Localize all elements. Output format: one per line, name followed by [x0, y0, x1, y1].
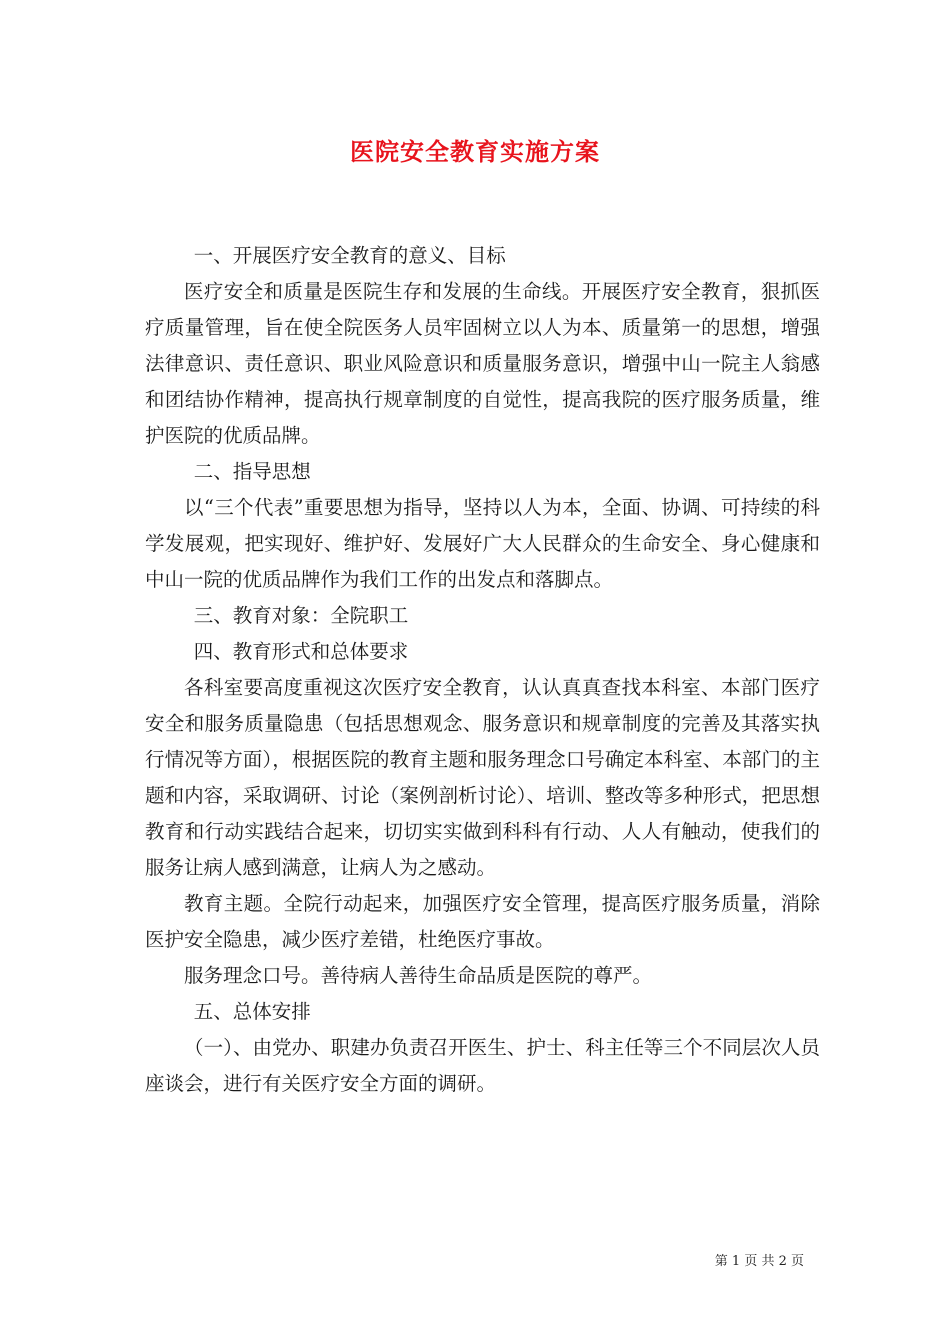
section-heading-1: 一、开展医疗安全教育的意义、目标 — [193, 244, 506, 267]
document-body — [145, 238, 820, 1102]
paragraph-4: 教育主题。全院行动起来，加强医疗安全管理，提高医疗服务质量，消除医护安全隐患，减少医疗差错，杜绝医疗事故。 — [145, 892, 820, 951]
page-number: 第 1 页 共 2 页 — [714, 1254, 804, 1269]
section-heading-2: 二、指导思想 — [193, 460, 311, 483]
section-heading-4: 四、教育形式和总体要求 — [193, 640, 409, 663]
paragraph-1: 医疗安全和质量是医院生存和发展的生命线。开展医疗安全教育，狠抓医疗质量管理，旨在使全院医务人员牢固树立以人为本、质量第一的思想，增强法律意识、责任意识、职业风险意识和质量服务意识，增强中山一院主人翁感和团结协作精神，提高执行规章制度的自觉性，提高我院的医疗服务质量，维护医院的优质品牌。 — [145, 280, 820, 447]
paragraph-5: 服务理念口号。善待病人善待生命品质是医院的尊严。 — [184, 964, 653, 987]
paragraph-3: 各科室要高度重视这次医疗安全教育，认认真真查找本科室、本部门医疗安全和服务质量隐患（包括思想观念、服务意识和规章制度的完善及其落实执行情况等方面），根据医院的教育主题和服务理念口号确定本科室、本部门的主题和内容，采取调研、讨论（案例剖析讨论）、培训、整改等多种形式，把思想教育和行动实践结合起来，切切实实做到科科有行动、人人有触动，使我们的服务让病人感到满意，让病人为之感动。 — [145, 676, 820, 879]
section-heading-3: 三、教育对象：全院职工 — [193, 604, 409, 627]
paragraph-6: （一）、由党办、职建办负责召开医生、护士、科主任等三个不同层次人员座谈会，进行有关医疗安全方面的调研。 — [145, 1036, 820, 1095]
document-title: 医院安全教育实施方案 — [350, 137, 600, 166]
section-heading-5: 五、总体安排 — [193, 1000, 311, 1023]
paragraph-2: 以“三个代表”重要思想为指导，坚持以人为本，全面、协调、可持续的科学发展观，把实现好、维护好、发展好广大人民群众的生命安全、身心健康和中山一院的优质品牌作为我们工作的出发点和落脚点。 — [145, 496, 820, 591]
